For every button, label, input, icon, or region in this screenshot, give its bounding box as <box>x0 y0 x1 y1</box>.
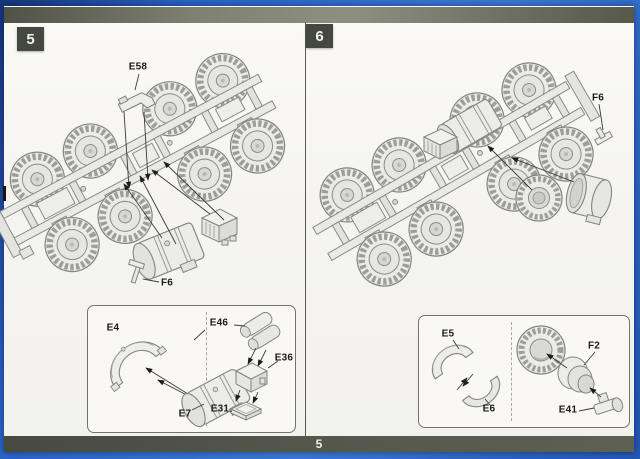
e4-callout-line <box>194 330 205 340</box>
part-label-e4: E4 <box>106 322 120 334</box>
f2-callout-line <box>584 352 595 365</box>
e46-callout-line <box>234 325 245 326</box>
part-f2-hub <box>558 357 594 393</box>
parts-detail-inset-step5 <box>87 305 296 433</box>
spare-wheel-part <box>516 175 562 221</box>
step-6-number-box <box>306 24 333 48</box>
part-label-e7: E7 <box>178 408 192 420</box>
print-registration-mark <box>3 186 6 201</box>
step-6-number: 6 <box>315 27 324 45</box>
part-label-e46: E46 <box>209 317 229 329</box>
part-label-e36: E36 <box>274 352 294 364</box>
part-label-f6-step5: F6 <box>160 277 174 289</box>
part-label-e41: E41 <box>558 404 578 416</box>
page-header-band <box>4 7 634 23</box>
part-e4-cradle <box>96 327 166 391</box>
part-label-f6-step6: F6 <box>591 92 605 104</box>
part-label-e6: E6 <box>482 403 496 415</box>
battery-box-part <box>202 209 237 245</box>
part-label-f2: F2 <box>587 340 601 352</box>
part-label-e31: E31 <box>210 403 230 415</box>
step-panel-divider <box>305 22 306 437</box>
manual-page <box>4 6 634 452</box>
tire-part <box>517 326 565 374</box>
page-number: 5 <box>315 437 323 451</box>
page-footer-bar <box>4 436 634 452</box>
part-label-e5: E5 <box>441 328 455 340</box>
truck-chassis-illustration-step5 <box>12 38 302 300</box>
f6-callout-line <box>599 104 603 130</box>
part-f6-bracket <box>591 124 613 145</box>
step-5-number: 5 <box>26 30 35 48</box>
part-e46-cylinders <box>238 310 282 352</box>
e41-callout-line <box>579 408 594 411</box>
part-label-e58: E58 <box>128 61 148 73</box>
parts-detail-inset-step6 <box>418 315 630 428</box>
part-e5-fender <box>424 337 473 379</box>
truck-chassis-illustration-step6 <box>316 46 638 326</box>
